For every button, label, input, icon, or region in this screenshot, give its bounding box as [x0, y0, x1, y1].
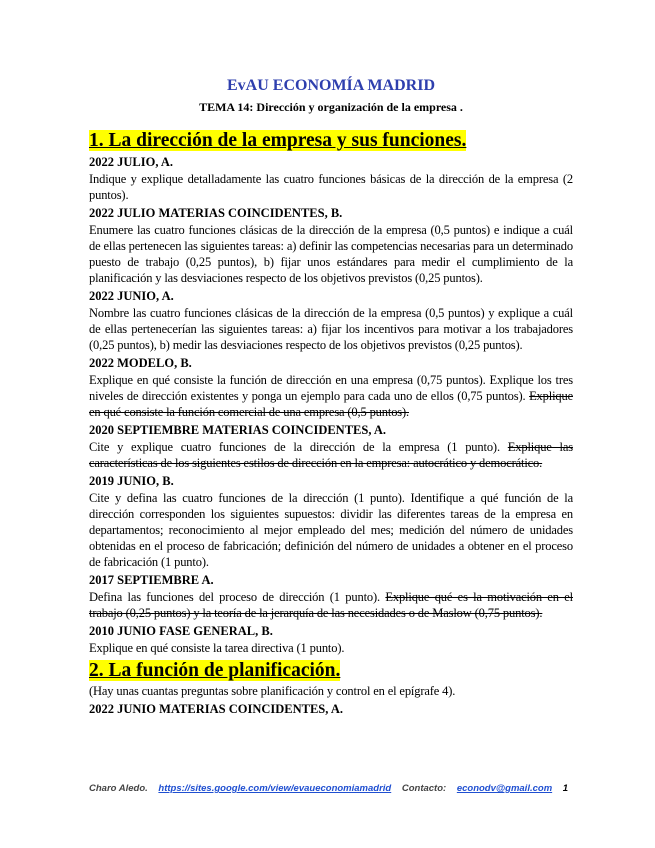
exam-label: 2022 JULIO, A.	[89, 155, 174, 169]
exam-label: 2017 SEPTIEMBRE A.	[89, 573, 214, 587]
exam-label: 2010 JUNIO FASE GENERAL, B.	[89, 624, 273, 638]
section-note: (Hay unas cuantas preguntas sobre planificación y control en el epígrafe 4).	[89, 684, 456, 698]
question-text: Cite y defina las cuatro funciones de la dirección (1 punto). Identifique a qué función de la dirección corresponden los siguientes supuestos: dividir las diferentes tareas de la empresa en departamentos; reconocimiento al mejor empleado del mes; medición del número de unidades obtenidas en el proceso de fabricación; definición del número de unidades a obtener en el proceso de fabricación (1 punto).	[89, 491, 573, 569]
footer-author: Charo Aledo.	[89, 783, 148, 794]
document-body	[89, 76, 573, 717]
document-title: EvAU ECONOMÍA MADRID	[227, 77, 435, 94]
page-footer	[89, 783, 573, 794]
question-text: Nombre las cuatro funciones clásicas de la dirección de la empresa (0,5 puntos) y explique a cuál de ellas pertenecerían las siguientes tareas: a) fijar los incentivos para motivar a los trabajadores (0,25 puntos), b) medir las desviaciones respecto de los objetivos previstos (0,25 puntos).	[89, 306, 573, 352]
exam-label: 2019 JUNIO, B.	[89, 474, 174, 488]
footer-site-link[interactable]: https://sites.google.com/view/evaueconomiamadrid	[158, 783, 392, 794]
exam-label: 2022 JUNIO MATERIAS COINCIDENTES, A.	[89, 702, 343, 716]
struck-text: Explique qué es la motivación en el trabajo (0,25 puntos) y la teoría de la jerarquía de las necesidades o de Maslow (0,75 puntos).	[89, 590, 573, 620]
footer-contact-label: Contacto:	[401, 783, 447, 794]
exam-label: 2022 MODELO, B.	[89, 356, 192, 370]
exam-label: 2022 JULIO MATERIAS COINCIDENTES, B.	[89, 206, 343, 220]
page-number: 1	[562, 783, 569, 794]
document-subtitle: TEMA 14: Dirección y organización de la empresa .	[199, 100, 463, 114]
section-heading-planificacion: 2. La función de planificación.	[89, 660, 341, 681]
question-text: Defina las funciones del proceso de dirección (1 punto). Explique qué es la motivación en el trabajo (0,25 puntos) y la teoría de la jerarquía de las necesidades o de Maslow (0,75 puntos).	[89, 590, 573, 620]
question-text: Enumere las cuatro funciones clásicas de la dirección de la empresa (0,5 puntos) e indique a cuál de ellas pertenecen las siguientes tareas: a) definir las competencias necesarias para un determinado puesto de trabajo (0,25 puntos), b) fijar unos estándares para medir el cumplimiento de la planificación y las desviaciones respecto de los objetivos previstos (0,25 puntos).	[89, 223, 573, 285]
struck-text: Explique las características de los siguientes estilos de dirección en la empresa: autocrático y democrático.	[89, 440, 573, 470]
question-text: Explique en qué consiste la tarea directiva (1 punto).	[89, 641, 345, 655]
footer-email-link[interactable]: econodv@gmail.com	[456, 783, 553, 794]
exam-label: 2022 JUNIO, A.	[89, 289, 174, 303]
section-heading-direccion: 1. La dirección de la empresa y sus funciones.	[89, 130, 467, 151]
question-text: Cite y explique cuatro funciones de la dirección de la empresa (1 punto). Explique las características de los siguientes estilos de dirección en la empresa: autocrático y democrático.	[89, 440, 573, 470]
question-text: Indique y explique detalladamente las cuatro funciones básicas de la dirección de la empresa (2 puntos).	[89, 172, 573, 202]
question-text: Explique en qué consiste la función de dirección en una empresa (0,75 puntos). Explique los tres niveles de dirección existentes y ponga un ejemplo para cada uno de ellos (0,75 puntos). Explique en qué consiste la función comercial de una empresa (0,5 puntos).	[89, 373, 573, 419]
exam-label: 2020 SEPTIEMBRE MATERIAS COINCIDENTES, A.	[89, 423, 387, 437]
struck-text: Explique en qué consiste la función comercial de una empresa (0,5 puntos).	[89, 389, 573, 419]
